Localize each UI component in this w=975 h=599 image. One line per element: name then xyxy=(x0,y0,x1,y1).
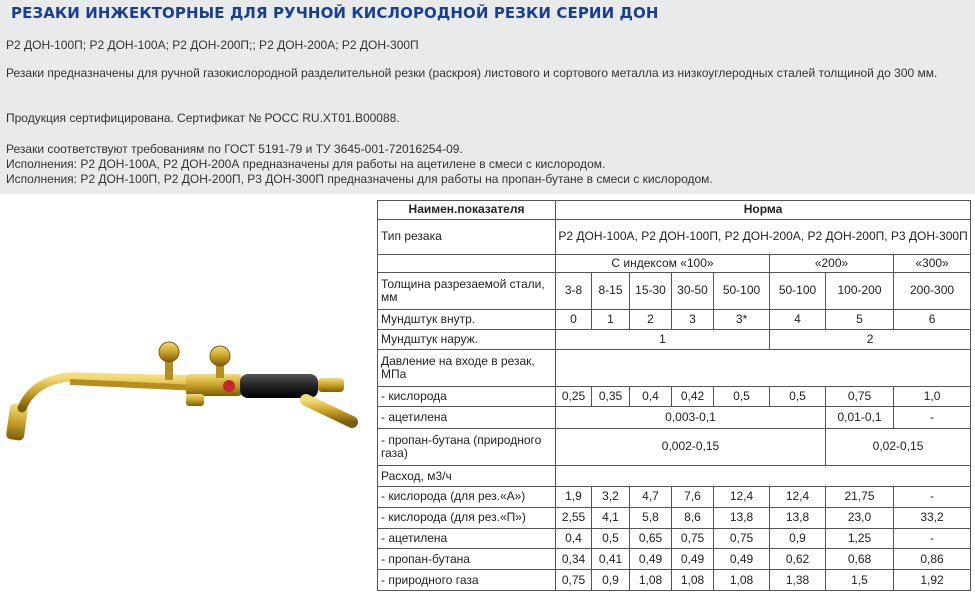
table-cell: 1,08 xyxy=(672,570,714,591)
table-cell: 0,75 xyxy=(672,528,714,549)
table-cell: 1,0 xyxy=(894,387,971,407)
table-cell: 8,6 xyxy=(672,507,714,528)
group-300: «300» xyxy=(894,255,971,273)
table-cell: - xyxy=(894,528,971,549)
row-label-f-natural: - природного газа xyxy=(378,570,556,591)
group-200: «200» xyxy=(770,255,894,273)
table-cell: 0,5 xyxy=(714,387,770,407)
table-cell: 1,25 xyxy=(826,528,894,549)
table-cell: 1,38 xyxy=(770,570,826,591)
row-label-p-acetylene: - ацетилена xyxy=(378,406,556,428)
table-cell: 4,1 xyxy=(592,507,630,528)
under-tube xyxy=(186,394,204,406)
table-cell: 1 xyxy=(556,329,770,349)
spec-table xyxy=(377,200,971,591)
valve-knob-1 xyxy=(159,342,179,362)
table-cell: - xyxy=(894,406,971,428)
table-cell: 0,49 xyxy=(630,549,672,570)
row-label-f-oxygen-a: - кислорода (для рез.«А») xyxy=(378,486,556,507)
execution-text-1: Исполнения: Р2 ДОН-100А, Р2 ДОН-200А предназначены для работы на ацетилене в смеси с кислородом. xyxy=(6,157,606,171)
table-cell: 4,7 xyxy=(630,486,672,507)
table-cell: 0,003-0,1 xyxy=(556,406,826,428)
table-cell: 1 xyxy=(592,310,630,330)
table-cell: 12,4 xyxy=(714,486,770,507)
group-100: С индексом «100» xyxy=(556,255,770,273)
table-cell: 3* xyxy=(714,310,770,330)
header-norm: Норма xyxy=(556,201,971,220)
table-cell: 0,75 xyxy=(714,528,770,549)
row-label-p-oxygen: - кислорода xyxy=(378,387,556,407)
row-label-p-propane: - пропан-бутана (природного газа) xyxy=(378,428,556,465)
table-cell: 0,25 xyxy=(556,387,592,407)
row-label-thickness: Толщина разрезаемой стали, мм xyxy=(378,272,556,309)
table-cell: 0,68 xyxy=(826,549,894,570)
table-cell: 2,55 xyxy=(556,507,592,528)
header-param: Наимен.показателя xyxy=(378,201,556,220)
empty-cell xyxy=(556,349,971,386)
table-cell: 5,8 xyxy=(630,507,672,528)
table-cell: 0,02-0,15 xyxy=(826,428,971,465)
table-cell: 21,75 xyxy=(826,486,894,507)
table-cell: 3 xyxy=(672,310,714,330)
table-cell: 0,75 xyxy=(826,387,894,407)
models-line: Р2 ДОН-100П; Р2 ДОН-100А; Р2 ДОН-200П;; Р2 ДОН-200А; Р2 ДОН-300П xyxy=(6,38,419,52)
row-label-flow: Расход, м3/ч xyxy=(378,466,556,487)
table-cell: 50-100 xyxy=(714,272,770,309)
table-cell: 0,002-0,15 xyxy=(556,428,826,465)
table-cell: 0,65 xyxy=(630,528,672,549)
table-cell: 33,2 xyxy=(894,507,971,528)
table-cell: 0 xyxy=(556,310,592,330)
table-cell: 2 xyxy=(770,329,971,349)
table-cell: 3,2 xyxy=(592,486,630,507)
table-cell: 0,86 xyxy=(894,549,971,570)
table-cell: 8-15 xyxy=(592,272,630,309)
table-cell: 3-8 xyxy=(556,272,592,309)
table-cell: 0,9 xyxy=(770,528,826,549)
table-cell: 50-100 xyxy=(770,272,826,309)
table-cell: - xyxy=(894,486,971,507)
table-cell: 0,5 xyxy=(592,528,630,549)
hose-fitting-2 xyxy=(306,400,352,422)
table-cell: 15-30 xyxy=(630,272,672,309)
table-cell: 30-50 xyxy=(672,272,714,309)
execution-text-2: Исполнения: Р2 ДОН-100П, Р2 ДОН-200П, Р3 ДОН-300П предназначены для работы на пропан-бутане в смеси с кислородом. xyxy=(6,172,713,186)
certification-text: Продукция сертифицирована. Сертификат № РОСС RU.ХТ01.В00088. xyxy=(6,111,400,125)
cutter-type-value: Р2 ДОН-100А, Р2 ДОН-100П, Р2 ДОН-200А, Р2 ДОН-200П, Р3 ДОН-300П xyxy=(556,219,971,254)
table-cell: 13,8 xyxy=(714,507,770,528)
table-cell: 0,4 xyxy=(630,387,672,407)
table-cell: 1,5 xyxy=(826,570,894,591)
row-label-f-propane: - пропан-бутана xyxy=(378,549,556,570)
table-cell: 0,41 xyxy=(592,549,630,570)
description-text: Резаки предназначены для ручной газокислородной разделительной резки (раскроя) листового и сортового металла из низкоуглеродных сталей толщиной до 300 мм. xyxy=(6,66,938,80)
red-valve-cap xyxy=(223,380,235,392)
table-cell: 0,49 xyxy=(672,549,714,570)
table-cell: 0,35 xyxy=(592,387,630,407)
valve-knob-2 xyxy=(210,346,230,366)
table-cell: 13,8 xyxy=(770,507,826,528)
table-cell: 2 xyxy=(630,310,672,330)
table-cell: 0,01-0,1 xyxy=(826,406,894,428)
table-cell: 0,9 xyxy=(592,570,630,591)
table-cell: 23,0 xyxy=(826,507,894,528)
table-cell: 0,4 xyxy=(556,528,592,549)
table-cell: 1,08 xyxy=(630,570,672,591)
row-label-inner-tip: Мундштук внутр. xyxy=(378,310,556,330)
row-label-f-oxygen-p: - кислорода (для рез.«П») xyxy=(378,507,556,528)
table-cell: 12,4 xyxy=(770,486,826,507)
table-cell: 200-300 xyxy=(894,272,971,309)
table-cell: 1,08 xyxy=(714,570,770,591)
table-cell: 0,49 xyxy=(714,549,770,570)
page-title: РЕЗАКИ ИНЖЕКТОРНЫЕ ДЛЯ РУЧНОЙ КИСЛОРОДНОЙ РЕЗКИ СЕРИИ ДОН xyxy=(11,4,659,22)
empty-cell xyxy=(556,466,971,487)
table-cell: 5 xyxy=(826,310,894,330)
standards-text: Резаки соответствуют требованиям по ГОСТ 5191-79 и ТУ 3645-001-72016254-09. xyxy=(6,142,463,156)
hose-fitting-1 xyxy=(318,378,344,392)
table-cell: 0,42 xyxy=(672,387,714,407)
table-cell: 7,6 xyxy=(672,486,714,507)
row-label-outer-tip: Мундштук наруж. xyxy=(378,329,556,349)
table-cell: 1,9 xyxy=(556,486,592,507)
table-cell: 1,92 xyxy=(894,570,971,591)
row-label-cutter-type: Тип резака xyxy=(378,219,556,254)
table-cell: 0,62 xyxy=(770,549,826,570)
cutting-torch-image xyxy=(0,330,372,450)
empty-group-label xyxy=(378,255,556,273)
table-cell: 100-200 xyxy=(826,272,894,309)
table-cell: 6 xyxy=(894,310,971,330)
row-label-pressure: Давление на входе в резак, МПа xyxy=(378,349,556,386)
row-label-f-acetylene: - ацетилена xyxy=(378,528,556,549)
table-cell: 4 xyxy=(770,310,826,330)
header-block xyxy=(0,0,975,194)
table-cell: 0,5 xyxy=(770,387,826,407)
table-cell: 0,75 xyxy=(556,570,592,591)
table-cell: 0,34 xyxy=(556,549,592,570)
